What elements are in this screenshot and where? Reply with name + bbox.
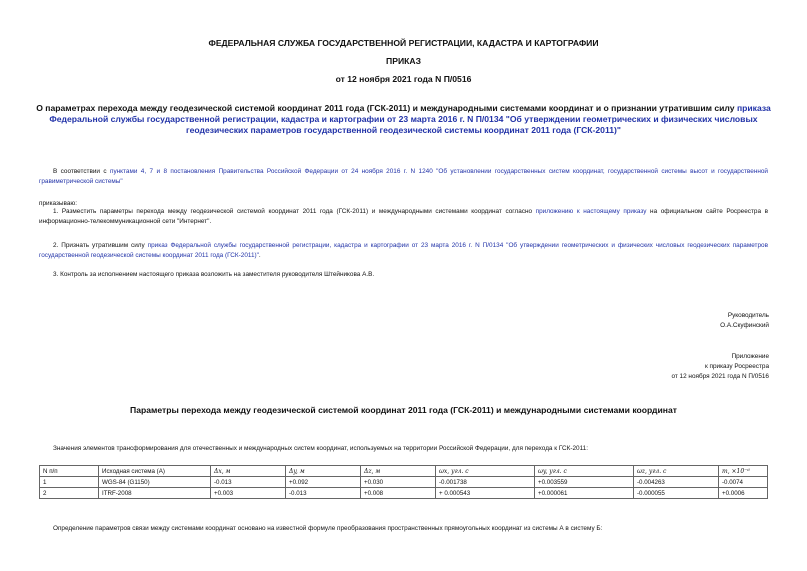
table-cell: WGS-84 (G1150) <box>99 477 211 488</box>
header-cell: m, ×10⁻⁶ <box>719 466 768 477</box>
appendix-title: Параметры перехода между геодезической системой координат 2011 года (ГСК-2011) и международными системами координат <box>130 405 677 415</box>
paragraph-item-1 <box>39 207 768 226</box>
header-cell: ωx, угл. с <box>436 466 535 477</box>
signature-name: О.А.Скуфинский <box>720 322 769 329</box>
paragraph-basis <box>39 167 768 186</box>
table-cell: -0.000055 <box>634 488 719 499</box>
link-government-decree-1240[interactable]: пунктами 4, 7 и 8 постановления Правительства Российской Федерации от 24 ноября 2016 г. N 1240 "Об установлении государственных систем координат, государственной системы высот и государственной гравиметрической системы" <box>39 168 768 185</box>
title-text: О параметрах перехода между геодезической системой координат 2011 года (ГСК-2011) и международными системами координат и о признании утратившим силу <box>36 103 737 113</box>
appendix-label: Приложение <box>731 353 769 360</box>
title-link-order-0134[interactable]: приказа Федеральной службы государственной регистрации, кадастра и картографии от 23 марта 2016 г. N П/0134 "Об утверждении геометрических и физических числовых геодезических параметров государственной геодезической системы координат 2011 года (ГСК-2011)" <box>49 103 771 135</box>
appendix-date: от 12 ноября 2021 года N П/0516 <box>671 373 769 380</box>
table-cell: +0.092 <box>286 477 361 488</box>
item-1-text-end: на официальном сайте Росреестра в информационно-телекоммуникационной сети "Интернет". <box>39 208 768 225</box>
basis-text: В соответствии с <box>53 168 110 175</box>
table-header-row <box>40 466 768 477</box>
table-cell: -0.001738 <box>436 477 535 488</box>
table-cell: 2 <box>40 488 99 499</box>
appendix-outro: Определение параметров связи между системами координат основано на известной формуле преобразования пространственных прямоугольных координат из системы А в систему Б: <box>53 525 603 532</box>
transformation-table <box>39 465 768 499</box>
table-cell: -0.013 <box>211 477 286 488</box>
paragraph-item-3: 3. Контроль за исполнением настоящего приказа возложить на заместителя руководителя Штейникова А.В. <box>53 271 375 278</box>
header-cell: Δz, м <box>361 466 436 477</box>
header-cell: Исходная система (А) <box>99 466 211 477</box>
table-row <box>40 488 768 499</box>
link-order-0134[interactable]: приказ Федеральной службы государственной регистрации, кадастра и картографии от 23 марта 2016 г. N П/0134 "Об утверждении геометрических и физических числовых геодезических параметров государственной геодезической системы координат 2011 года (ГСК-2011)" <box>39 242 768 259</box>
table-cell: + 0.000543 <box>436 488 535 499</box>
table-cell: +0.008 <box>361 488 436 499</box>
appendix-ref: к приказу Росреестра <box>704 363 769 370</box>
paragraph-item-2 <box>39 241 768 260</box>
item-2-text: 2. Признать утратившим силу <box>53 242 148 249</box>
document-title <box>32 103 775 136</box>
header-cell: N п/п <box>40 466 99 477</box>
signature-block <box>720 311 769 331</box>
table-cell: -0.0074 <box>719 477 768 488</box>
document-type: ПРИКАЗ <box>386 56 421 66</box>
table-cell: 1 <box>40 477 99 488</box>
document-date-number: от 12 ноября 2021 года N П/0516 <box>335 74 472 84</box>
table-cell: +0.003559 <box>535 477 634 488</box>
table-cell: +0.030 <box>361 477 436 488</box>
appendix-header <box>671 352 769 382</box>
agency-name: ФЕДЕРАЛЬНАЯ СЛУЖБА ГОСУДАРСТВЕННОЙ РЕГИСТРАЦИИ, КАДАСТРА И КАРТОГРАФИИ <box>208 38 599 48</box>
header-cell: ωy, угл. с <box>535 466 634 477</box>
header-cell: Δy, м <box>286 466 361 477</box>
table-cell: +0.003 <box>211 488 286 499</box>
table-cell: +0.0006 <box>719 488 768 499</box>
paragraph-order-word: приказываю: <box>39 200 77 207</box>
signature-position: Руководитель <box>727 312 769 319</box>
table-row <box>40 477 768 488</box>
header-cell: ωz, угл. с <box>634 466 719 477</box>
link-appendix[interactable]: приложению к настоящему приказу <box>535 208 647 215</box>
table-cell: ITRF-2008 <box>99 488 211 499</box>
header-cell: Δx, м <box>211 466 286 477</box>
table-cell: -0.004263 <box>634 477 719 488</box>
appendix-intro: Значения элементов трансформирования для отечественных и международных систем координат, используемых на территории Российской Федерации, для перехода к ГСК-2011: <box>53 445 588 452</box>
table-cell: -0.013 <box>286 488 361 499</box>
table-cell: +0.000061 <box>535 488 634 499</box>
item-1-text: 1. Разместить параметры перехода между геодезической системой координат 2011 года (ГСК-2011) и международными системами координат согласно <box>53 208 536 215</box>
item-2-text-end: . <box>258 251 261 259</box>
